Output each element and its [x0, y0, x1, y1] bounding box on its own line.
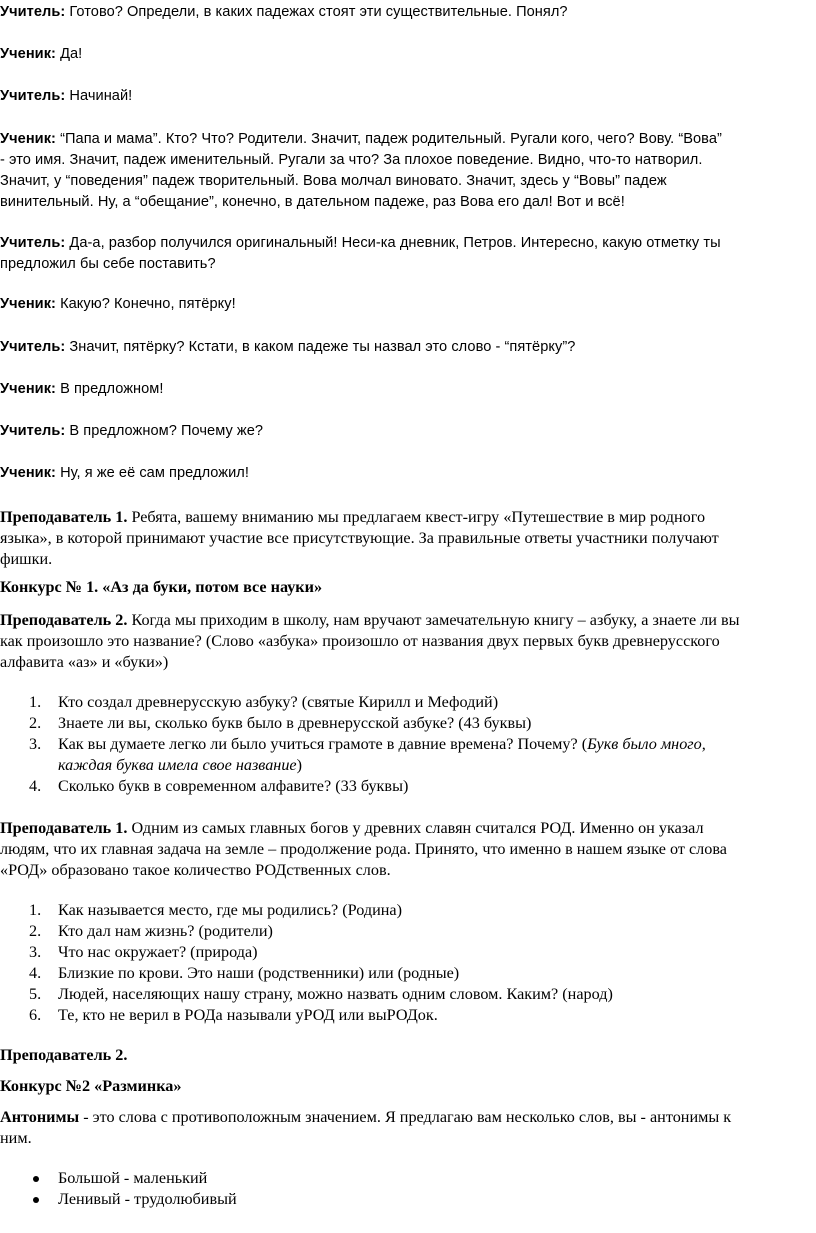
speaker-label: Учитель: — [0, 339, 66, 355]
speaker-label: Ученик: — [0, 381, 56, 397]
section-heading: Конкурс №2 «Разминка» — [0, 1077, 182, 1095]
list-item-text: Что нас окружает? (природа) — [58, 943, 258, 961]
speaker-label: Учитель: — [0, 88, 66, 104]
list-item-text: Как называется место, где мы родились? (Родина) — [58, 901, 402, 919]
list-item — [0, 1189, 816, 1210]
dialogue-paragraph — [0, 233, 816, 275]
dialogue-text: Значит, пятёрку? Кстати, в каком падеже ты назвал это слово - “пятёрку”? — [65, 339, 576, 355]
dialogue-line — [0, 379, 816, 400]
list-item-text: Кто создал древнерусскую азбуку? (святые Кирилл и Мефодий) — [58, 693, 499, 711]
paragraph-text: фишки. — [0, 550, 53, 568]
list-number: 5. — [29, 985, 42, 1003]
speaker-label: Преподаватель 1. — [0, 508, 128, 526]
dialogue-text: Да! — [55, 46, 83, 62]
list-item-text: Людей, населяющих нашу страну, можно назвать одним словом. Каким? (народ) — [58, 985, 613, 1003]
paragraph-text: людям, что их главная задача на земле – продолжение рода. Принято, что именно в нашем языке от слова — [0, 840, 727, 858]
dialogue-text: “Папа и мама”. Кто? Что? Родители. Значит, падеж родительный. Ругали кого, чего? Вову. “Вова” — [55, 131, 722, 147]
bullet-icon — [33, 1176, 39, 1182]
list-item-text: Близкие по крови. Это наши (родственники) или (родные) — [58, 964, 460, 982]
list-item-text: Знаете ли вы, сколько букв было в древнерусской азбуке? (43 буквы) — [58, 714, 532, 732]
speaker-label: Учитель: — [0, 235, 66, 251]
speaker-label: Ученик: — [0, 131, 56, 147]
list-number: 4. — [29, 777, 42, 795]
dialogue-text: предложил бы себе поставить? — [0, 256, 216, 272]
list-item — [0, 692, 816, 713]
paragraph-text: - это слова с противоположным значением. Я предлагаю вам несколько слов, вы - антонимы к — [79, 1108, 732, 1126]
list-item-answer: каждая буква имела свое название — [58, 756, 297, 774]
dialogue-paragraph — [0, 129, 816, 213]
list-item-answer: Букв было много, — [587, 735, 706, 753]
list-number: 3. — [29, 943, 42, 961]
section-heading: Конкурс № 1. «Аз да буки, потом все науки» — [0, 578, 323, 596]
speaker-label: Ученик: — [0, 465, 56, 481]
dialogue-line — [0, 337, 816, 358]
speaker-label: Преподаватель 2. — [0, 611, 128, 629]
list-item-text: Как вы думаете легко ли было учиться грамоте в давние времена? Почему? ( — [58, 735, 588, 753]
question-list — [0, 692, 816, 797]
dialogue-text: Ну, я же её сам предложил! — [55, 465, 249, 481]
dialogue-line — [0, 421, 816, 442]
list-number: 3. — [29, 735, 42, 753]
list-item — [0, 900, 816, 921]
rod-paragraph — [0, 818, 816, 881]
contest1-paragraph — [0, 610, 816, 673]
speaker-label: Ученик: — [0, 46, 56, 62]
speaker-label: Учитель: — [0, 4, 66, 20]
antonym-list — [0, 1168, 816, 1210]
paragraph-text: Одним из самых главных богов у древних славян считался РОД. Именно он указал — [127, 819, 704, 837]
list-number: 6. — [29, 1006, 42, 1024]
dialogue-line — [0, 294, 816, 315]
paragraph-text: языка», в которой принимают участие все присутствующие. За правильные ответы участники получают — [0, 529, 719, 547]
list-number: 2. — [29, 922, 42, 940]
list-number: 4. — [29, 964, 42, 982]
dialogue-text: винительный. Ну, а “обещание”, конечно, в дательном падеже, раз Вова его дал! Вот и всё! — [0, 194, 625, 210]
speaker-heading: Преподаватель 2. — [0, 1046, 128, 1064]
speaker-label: Ученик: — [0, 296, 56, 312]
dialogue-text: Да-а, разбор получился оригинальный! Неси-ка дневник, Петров. Интересно, какую отметку ты — [65, 235, 721, 251]
list-item-text: Те, кто не верил в РОДа называли уРОД или выРОДок. — [58, 1006, 438, 1024]
list-item-text: Сколько букв в современном алфавите? (33 буквы) — [58, 777, 409, 795]
list-item-text: ) — [296, 756, 302, 774]
paragraph-text: ним. — [0, 1129, 32, 1147]
paragraph-text: как произошло это название? (Слово «азбука» произошло от названия двух первых букв древнерусского — [0, 632, 720, 650]
dialogue-text: - это имя. Значит, падеж именительный. Ругали за что? За плохое поведение. Видно, что-то натворил. — [0, 152, 703, 168]
dialogue-line — [0, 463, 816, 484]
list-item-text: Большой - маленький — [58, 1169, 208, 1187]
bullet-icon — [33, 1197, 39, 1203]
dialogue-line — [0, 86, 816, 107]
dialogue-text: Готово? Определи, в каких падежах стоят эти существительные. Понял? — [65, 4, 568, 20]
list-item — [0, 942, 816, 963]
dialogue-line — [0, 2, 816, 23]
dialogue-line — [0, 44, 816, 65]
dialogue-text: В предложном? Почему же? — [65, 423, 264, 439]
list-item — [0, 1168, 816, 1189]
dialogue-text: Начинай! — [65, 88, 133, 104]
dialogue-text: Какую? Конечно, пятёрку! — [55, 296, 236, 312]
contest2-paragraph — [0, 1107, 816, 1149]
list-number: 1. — [29, 901, 42, 919]
list-item — [0, 963, 816, 984]
dialogue-text: Значит, у “поведения” падеж творительный. Вова молчал виновато. Значит, здесь у “Вовы” падеж — [0, 173, 667, 189]
list-item — [0, 1005, 816, 1026]
list-item — [0, 776, 816, 797]
intro-paragraph — [0, 507, 816, 570]
paragraph-text: «РОД» образовано такое количество РОДственных слов. — [0, 861, 391, 879]
list-item-text: Ленивый - трудолюбивый — [58, 1190, 237, 1208]
speaker-label: Учитель: — [0, 423, 66, 439]
term-label: Антонимы — [0, 1108, 80, 1126]
paragraph-text: Ребята, вашему вниманию мы предлагаем квест-игру «Путешествие в мир родного — [127, 508, 706, 526]
list-item-text: Кто дал нам жизнь? (родители) — [58, 922, 273, 940]
speaker-label: Преподаватель 1. — [0, 819, 128, 837]
list-item — [0, 921, 816, 942]
list-number: 1. — [29, 693, 42, 711]
paragraph-text: алфавита «аз» и «буки») — [0, 653, 169, 671]
list-number: 2. — [29, 714, 42, 732]
list-item — [0, 984, 816, 1005]
dialogue-text: В предложном! — [55, 381, 164, 397]
list-item — [0, 713, 816, 734]
list-item — [0, 734, 816, 776]
question-list — [0, 900, 816, 1026]
paragraph-text: Когда мы приходим в школу, нам вручают замечательную книгу – азбуку, а знаете ли вы — [127, 611, 740, 629]
